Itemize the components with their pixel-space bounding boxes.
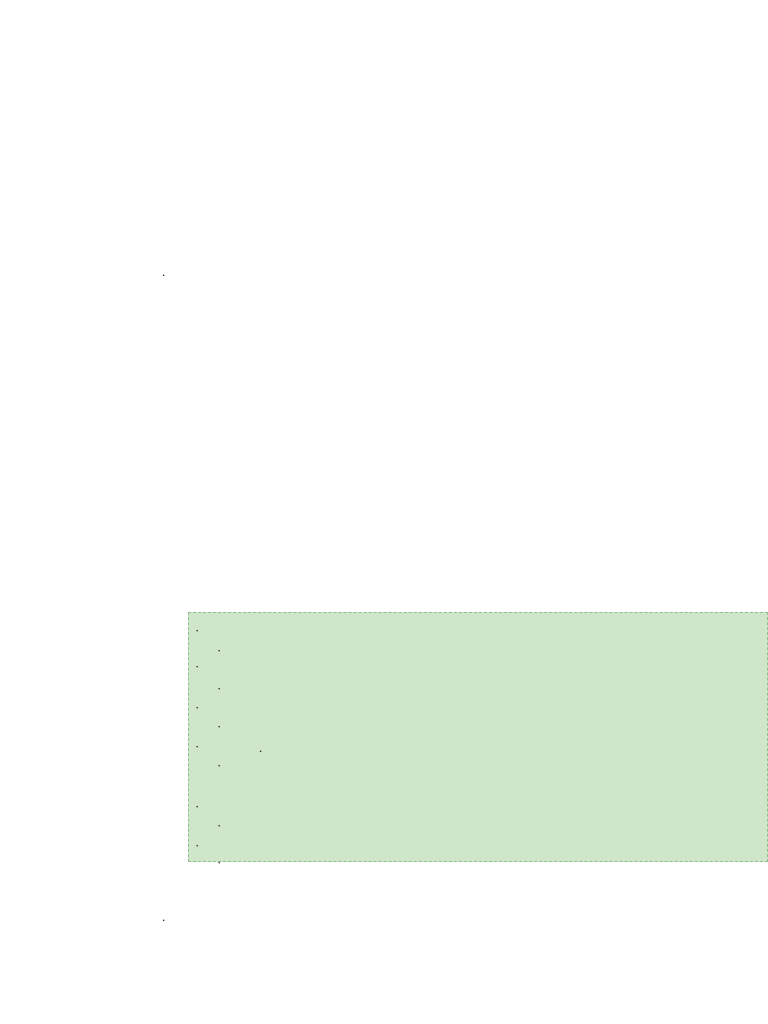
list-bullet: ·	[217, 643, 222, 658]
green-question: .	[259, 740, 263, 755]
green-exercise-box	[188, 612, 768, 870]
list-bullet: ·	[195, 838, 200, 853]
answer-options	[241, 682, 335, 698]
list-bullet: ·	[217, 855, 222, 870]
list-bullet: ·	[195, 659, 200, 674]
list-bullet: ·	[217, 758, 222, 773]
green-question	[211, 839, 267, 855]
answer-options	[241, 645, 299, 661]
list-bullet: .	[162, 909, 166, 924]
answer-options	[241, 760, 283, 776]
list-bullet: ·	[195, 700, 200, 715]
list-bullet: ·	[195, 799, 200, 814]
answer-options	[241, 820, 283, 836]
list-bullet: ·	[217, 719, 222, 734]
green-question	[211, 701, 235, 717]
green-question	[211, 800, 251, 816]
list-bullet: ·	[195, 739, 200, 754]
answer-options	[235, 721, 305, 737]
list-bullet: .	[162, 264, 166, 279]
list-bullet: ·	[195, 623, 200, 638]
list-bullet: ·	[217, 681, 222, 696]
answer-options	[223, 779, 233, 795]
answer-options	[241, 858, 253, 874]
list-bullet: ·	[217, 818, 222, 833]
